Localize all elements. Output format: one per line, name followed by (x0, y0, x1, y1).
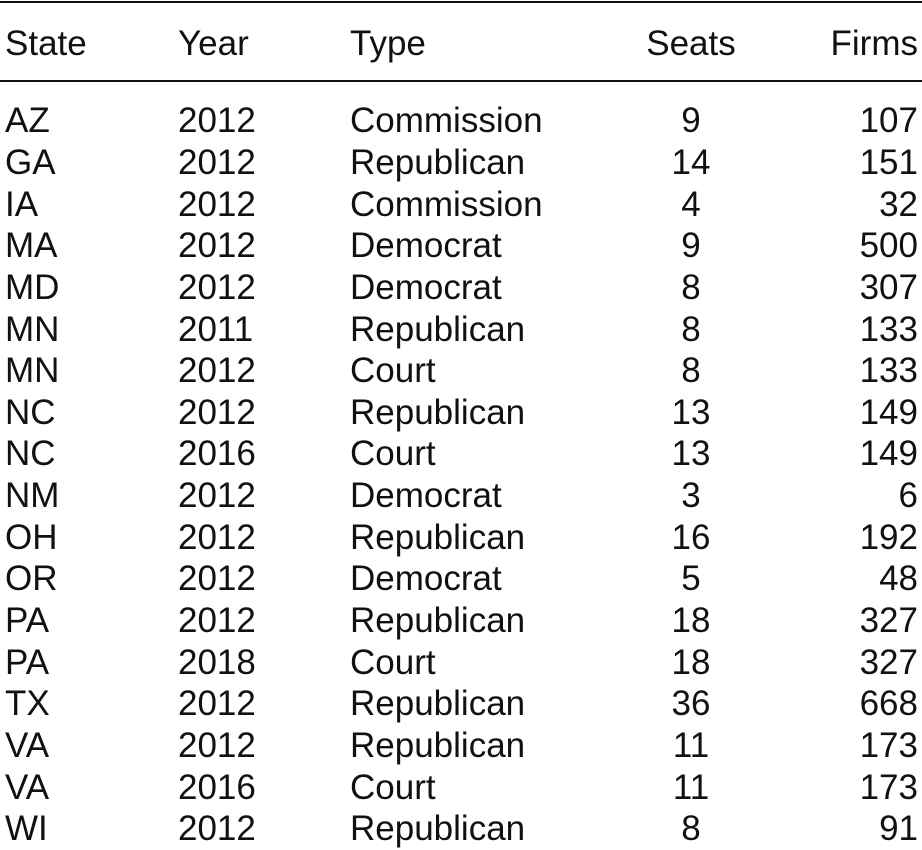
cell-firms: 6 (898, 476, 918, 515)
table-row (0, 100, 922, 142)
cell-year: 2012 (178, 393, 256, 432)
cell-seats: 13 (671, 393, 711, 432)
cell-year: 2016 (178, 768, 256, 807)
cell-seats: 9 (681, 226, 701, 265)
table-row (0, 558, 922, 600)
cell-year: 2018 (178, 643, 256, 682)
cell-state: MD (5, 268, 60, 307)
header-row (0, 23, 922, 65)
cell-seats: 4 (681, 185, 701, 224)
cell-seats: 3 (681, 476, 701, 515)
cell-seats: 36 (671, 684, 711, 723)
cell-year: 2012 (178, 351, 256, 390)
cell-year: 2012 (178, 226, 256, 265)
table-row (0, 642, 922, 684)
cell-year: 2012 (178, 726, 256, 765)
cell-state: MA (5, 226, 58, 265)
table-row (0, 225, 922, 267)
cell-year: 2012 (178, 185, 256, 224)
cell-seats: 8 (681, 809, 701, 848)
cell-firms: 91 (879, 809, 918, 848)
cell-state: NM (5, 476, 60, 515)
cell-type: Commission (350, 185, 543, 224)
cell-seats: 18 (671, 601, 711, 640)
cell-firms: 327 (859, 601, 918, 640)
cell-state: OH (5, 518, 58, 557)
cell-state: IA (5, 185, 39, 224)
table-row (0, 517, 922, 559)
cell-state: NC (5, 393, 56, 432)
cell-seats: 8 (681, 351, 701, 390)
cell-type: Commission (350, 101, 543, 140)
cell-seats: 16 (671, 518, 711, 557)
table-row (0, 350, 922, 392)
cell-type: Court (350, 351, 436, 390)
cell-state: MN (5, 310, 60, 349)
cell-firms: 173 (859, 726, 918, 765)
cell-state: PA (5, 601, 50, 640)
cell-firms: 107 (859, 101, 918, 140)
cell-firms: 307 (859, 268, 918, 307)
header-seats: Seats (646, 24, 736, 63)
table-row (0, 600, 922, 642)
cell-type: Republican (350, 143, 526, 182)
table-row (0, 267, 922, 309)
cell-type: Democrat (350, 226, 502, 265)
header-rule (0, 80, 922, 82)
cell-state: WI (5, 809, 48, 848)
cell-type: Republican (350, 601, 526, 640)
cell-firms: 149 (859, 393, 918, 432)
cell-seats: 13 (671, 434, 711, 473)
cell-firms: 151 (859, 143, 918, 182)
cell-year: 2012 (178, 518, 256, 557)
cell-type: Court (350, 643, 436, 682)
header-state: State (5, 24, 87, 63)
cell-seats: 8 (681, 310, 701, 349)
cell-state: VA (5, 768, 50, 807)
cell-type: Republican (350, 809, 526, 848)
cell-seats: 11 (672, 768, 710, 807)
cell-type: Democrat (350, 268, 502, 307)
cell-state: PA (5, 643, 50, 682)
cell-type: Democrat (350, 559, 502, 598)
table-row (0, 433, 922, 475)
cell-firms: 500 (859, 226, 918, 265)
cell-year: 2012 (178, 601, 256, 640)
cell-type: Court (350, 768, 436, 807)
table-row (0, 725, 922, 767)
cell-seats: 14 (671, 143, 711, 182)
cell-firms: 133 (859, 310, 918, 349)
table-row (0, 683, 922, 725)
table-row (0, 808, 922, 850)
cell-state: VA (5, 726, 50, 765)
cell-type: Republican (350, 684, 526, 723)
cell-type: Republican (350, 393, 526, 432)
table-row (0, 309, 922, 351)
table-row (0, 475, 922, 517)
cell-year: 2012 (178, 101, 256, 140)
cell-firms: 173 (859, 768, 918, 807)
cell-state: NC (5, 434, 56, 473)
cell-seats: 18 (671, 643, 711, 682)
cell-seats: 9 (681, 101, 701, 140)
cell-state: TX (5, 684, 50, 723)
cell-state: GA (5, 143, 56, 182)
header-type: Type (350, 24, 426, 63)
header-year: Year (178, 24, 249, 63)
cell-year: 2016 (178, 434, 256, 473)
cell-year: 2012 (178, 143, 256, 182)
cell-year: 2011 (178, 310, 254, 349)
top-rule (0, 1, 922, 3)
cell-type: Court (350, 434, 436, 473)
cell-type: Republican (350, 726, 526, 765)
table-row (0, 184, 922, 226)
cell-seats: 5 (681, 559, 701, 598)
cell-firms: 48 (879, 559, 918, 598)
cell-firms: 668 (859, 684, 918, 723)
cell-firms: 192 (859, 518, 918, 557)
cell-year: 2012 (178, 684, 256, 723)
cell-type: Republican (350, 310, 526, 349)
cell-year: 2012 (178, 268, 256, 307)
header-firms: Firms (830, 24, 918, 63)
cell-year: 2012 (178, 476, 256, 515)
cell-state: AZ (5, 101, 50, 140)
cell-firms: 32 (879, 185, 918, 224)
cell-type: Democrat (350, 476, 502, 515)
cell-state: MN (5, 351, 60, 390)
table-row (0, 392, 922, 434)
cell-firms: 149 (859, 434, 918, 473)
cell-type: Republican (350, 518, 526, 557)
cell-seats: 11 (672, 726, 710, 765)
table-row (0, 767, 922, 809)
cell-firms: 327 (859, 643, 918, 682)
cell-seats: 8 (681, 268, 701, 307)
table-row (0, 142, 922, 184)
cell-year: 2012 (178, 809, 256, 848)
cell-state: OR (5, 559, 58, 598)
cell-firms: 133 (859, 351, 918, 390)
cell-year: 2012 (178, 559, 256, 598)
